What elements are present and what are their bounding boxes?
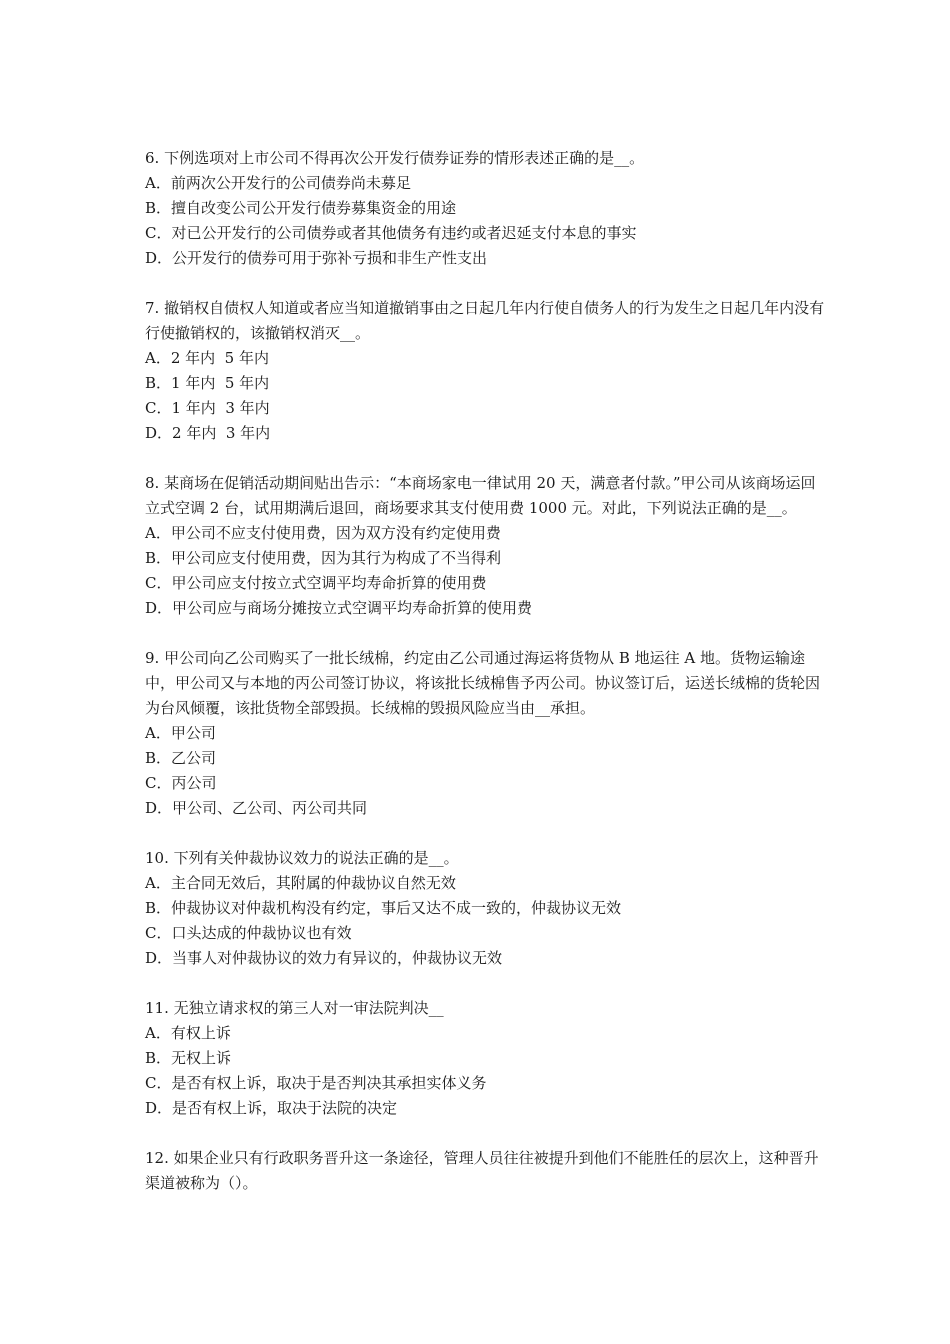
question-stem: 12. 如果企业只有行政职务晋升这一条途径，管理人员往往被提升到他们不能胜任的层次上，这种晋升渠道被称为（）。 [145,1149,819,1192]
question-stem: 8. 某商场在促销活动期间贴出告示：“本商场家电一律试用 20 天，满意者付款。”甲公司从该商场运回立式空调 2 台，试用期满后退回，商场要求其支付使用费 1000 元。对此，下列说法正确的是__。 [145,474,816,517]
question-block [145,1146,825,1196]
document-page [145,146,825,1221]
answer-option: A．2 年内 5 年内 [145,349,269,367]
question-block [145,471,825,621]
question-stem: 6. 下例选项对上市公司不得再次公开发行债券证券的情形表述正确的是__。 [145,149,645,167]
answer-option: D．公开发行的债券可用于弥补亏损和非生产性支出 [145,249,488,267]
answer-option: D．是否有权上诉，取决于法院的决定 [145,1099,398,1117]
answer-option: D．甲公司、乙公司、丙公司共同 [145,799,368,817]
answer-option: C．甲公司应支付按立式空调平均寿命折算的使用费 [145,574,487,592]
answer-option: B．仲裁协议对仲裁机构没有约定，事后又达不成一致的，仲裁协议无效 [145,899,622,917]
question-block [145,296,825,446]
question-stem: 7. 撤销权自债权人知道或者应当知道撤销事由之日起几年内行使自债务人的行为发生之日起几年内没有行使撤销权的，该撤销权消灭__。 [145,299,825,342]
answer-option: B．无权上诉 [145,1049,232,1067]
question-stem: 9. 甲公司向乙公司购买了一批长绒棉，约定由乙公司通过海运将货物从 B 地运往 A 地。货物运输途中，甲公司又与本地的丙公司签订协议，将该批长绒棉售予丙公司。协议签订后，运送长绒棉的货轮因为台风倾覆，该批货物全部毁损。长绒棉的毁损风险应当由__承担。 [145,649,821,717]
answer-option: D．甲公司应与商场分摊按立式空调平均寿命折算的使用费 [145,599,533,617]
question-block [145,846,825,971]
question-stem: 11. 无独立请求权的第三人对一审法院判决__ [145,999,444,1017]
answer-option: C．对已公开发行的公司债券或者其他债务有违约或者迟延支付本息的事实 [145,224,637,242]
answer-option: A．有权上诉 [145,1024,231,1042]
answer-option: A．前两次公开发行的公司债券尚未募足 [145,174,411,192]
answer-option: C．口头达成的仲裁协议也有效 [145,924,352,942]
answer-option: A．主合同无效后，其附属的仲裁协议自然无效 [145,874,456,892]
question-block [145,996,825,1121]
answer-option: D．当事人对仲裁协议的效力有异议的，仲裁协议无效 [145,949,503,967]
answer-option: A．甲公司不应支付使用费，因为双方没有约定使用费 [145,524,501,542]
answer-option: C．1 年内 3 年内 [145,399,270,417]
question-block [145,646,825,821]
answer-option: B．擅自改变公司公开发行债券募集资金的用途 [145,199,457,217]
answer-option: A．甲公司 [145,724,216,742]
question-stem: 10. 下列有关仲裁协议效力的说法正确的是__。 [145,849,459,867]
answer-option: B．乙公司 [145,749,217,767]
answer-option: B．甲公司应支付使用费，因为其行为构成了不当得利 [145,549,502,567]
answer-option: D．2 年内 3 年内 [145,424,271,442]
answer-option: C．丙公司 [145,774,217,792]
question-block [145,146,825,271]
answer-option: B．1 年内 5 年内 [145,374,270,392]
answer-option: C．是否有权上诉，取决于是否判决其承担实体义务 [145,1074,487,1092]
